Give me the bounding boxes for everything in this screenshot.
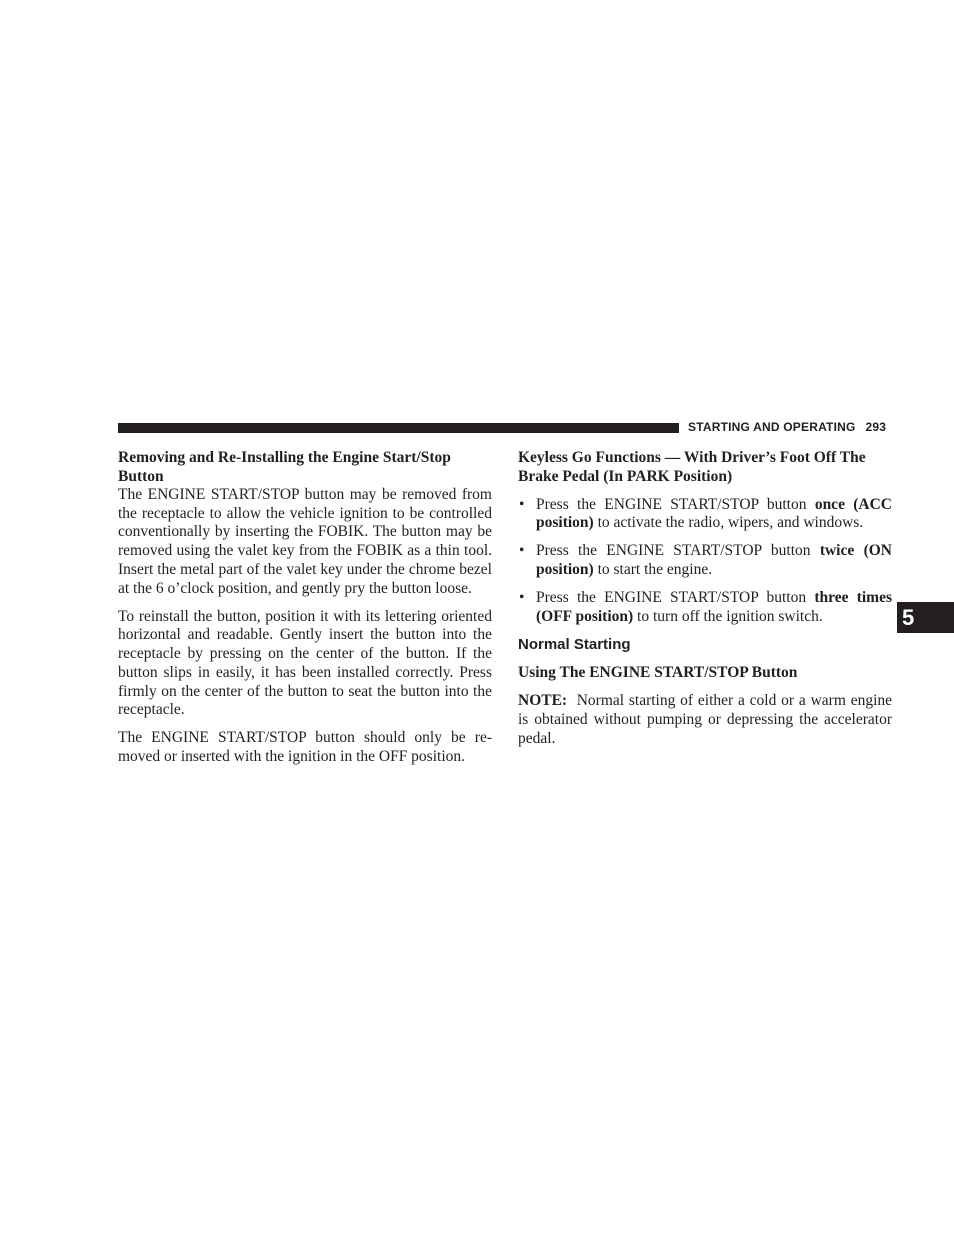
keyless-go-heading: Keyless Go Functions — With Driver’s Foot Off The Brake Pedal (In PARK Position) (518, 449, 866, 485)
left-column (118, 449, 492, 767)
page-number: 293 (865, 420, 887, 434)
list-item: • Press the ENGINE START/STOP button twice (ON position) to start the engine. (519, 542, 892, 579)
right-column (518, 449, 892, 748)
paragraph-reinstall: To reinstall the button, position it with its lettering oriented horizontal and readable. Gently insert the button into the receptacle by pressing on the center of the button. If the button slips in easily, it has been installed correctly. Press firmly on the center of the button to seat the button into the receptacle. (118, 607, 492, 719)
chapter-tab: 5 (897, 602, 954, 633)
bullet: • (519, 589, 525, 607)
bullet: • (519, 542, 525, 560)
header-rule (118, 423, 679, 433)
list-item: • Press the ENGINE START/STOP button three times (OFF position) to turn off the ignition switch. (519, 589, 892, 626)
running-header (688, 420, 886, 434)
normal-starting-heading: Normal Starting (518, 636, 631, 654)
removing-heading: Removing and Re-Installing the Engine Start/Stop Button (118, 449, 451, 485)
using-button-heading: Using The ENGINE START/STOP Button (518, 664, 798, 682)
note-text: Normal starting of either a cold or a warm engine is obtained without pumping or depressing the accelerator pedal. (518, 692, 893, 747)
bullet: • (519, 495, 525, 513)
paragraph-remove: The ENGINE START/STOP button may be removed from the receptacle to allow the vehicle ignition to be controlled conventionally by inserting the FOBIK. The button may be removed using the valet key from the FOBIK as a thin tool. Insert the metal part of the valet key under the chrome bezel at the 6 o’clock position, and gently pry the button loose. (118, 486, 492, 597)
paragraph-off-position: The ENGINE START/STOP button should only be removed or inserted with the ignition in the OFF position. (118, 729, 492, 766)
list-item: • Press the ENGINE START/STOP button once (ACC position) to activate the radio, wipers, and windows. (519, 495, 892, 532)
keyless-go-list (518, 496, 892, 627)
section-title: STARTING AND OPERATING (688, 420, 856, 434)
note-label: NOTE: (518, 692, 568, 710)
note-paragraph (518, 692, 892, 748)
